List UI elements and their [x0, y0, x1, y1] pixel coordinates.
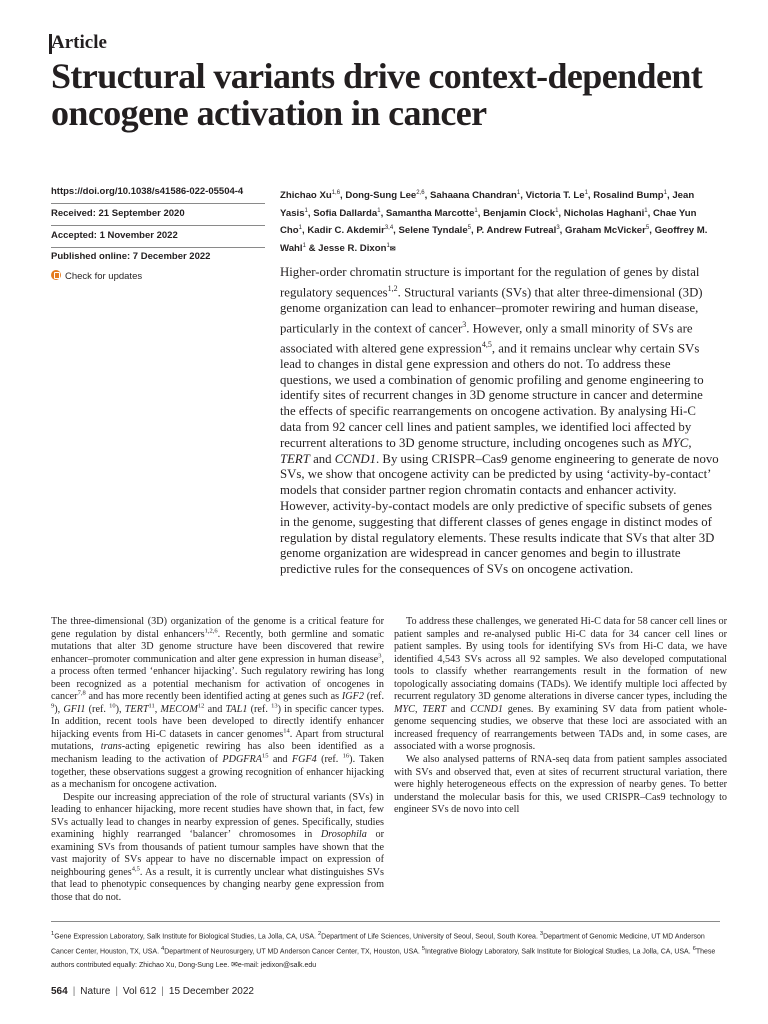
affiliations-footnote: $^1$Gene Expression Laboratory, Salk Institute for Biological Studies, La Jolla, CA, USA. $^2$Department of Life Sciences, University of Seoul, Seoul, South Korea. $^3$Department of Genomic Medicine, UT MD Anderson Cancer Center, Houston, TX, USA. $^4$Department of Neurosurgery, UT MD Anderson Cancer Center, TX, Houston, USA. $^5$Integrative Biology Laboratory, Salk Institute for Biological Studies, La Jolla, CA, USA. $^6$These authors contributed equally: Zhichao Xu, Dong-Sung Lee. ✉e-mail: jedixon@salk.edu [51, 931, 716, 969]
contact-email[interactable]: e-mail: jedixon@salk.edu [237, 961, 317, 969]
journal-name: Nature [80, 986, 111, 997]
author-affiliation: 1 [555, 207, 559, 214]
volume-label: Vol 612 [122, 986, 157, 997]
title-line-2: oncogene activation in cancer [51, 93, 487, 133]
corresponding-author-icon: ✉ [389, 245, 396, 253]
meta-divider [51, 247, 265, 248]
author-affiliation: 5 [467, 225, 471, 232]
author-affiliation: 1 [584, 190, 588, 196]
received-date: Received: 21 September 2020 [51, 208, 185, 219]
author-affiliation: 1 [663, 190, 667, 196]
check-updates-label: Check for updates [65, 271, 143, 282]
author-name[interactable]: Selene Tyndale [398, 225, 468, 237]
author-name[interactable]: Jesse R. Dixon [318, 242, 387, 254]
author-affiliation: 3,4 [384, 225, 394, 232]
author-affiliation: 2,6 [416, 190, 425, 196]
author-name[interactable]: Chae Yun Cho [280, 207, 697, 237]
author-name[interactable]: Sofia Dallarda [313, 207, 378, 219]
author-name[interactable]: P. Andrew Futreal [476, 225, 557, 237]
author-name[interactable]: Geoffrey M. Wahl [280, 225, 708, 254]
author-affiliation: 1 [474, 207, 478, 214]
check-updates-icon [51, 270, 61, 280]
author-name[interactable]: Graham McVicker [565, 225, 646, 237]
article-title [51, 58, 751, 132]
author-affiliation: 1 [516, 190, 521, 196]
author-affiliation: 1,6 [331, 190, 341, 196]
footnote-divider [51, 921, 720, 922]
issue-date: 15 December 2022 [168, 986, 254, 997]
author-name[interactable]: Samantha Marcotte [385, 207, 475, 219]
author-affiliation: 5 [645, 225, 650, 232]
author-name[interactable]: Nicholas Haghani [563, 207, 645, 219]
author-conjunction: & [305, 242, 319, 254]
author-name[interactable]: Sahaana Chandran [429, 190, 517, 202]
author-name[interactable]: Victoria T. Le [525, 190, 585, 202]
author-affiliation: 1 [302, 242, 306, 249]
body-column-right [394, 616, 727, 817]
email-icon: ✉ [231, 959, 238, 969]
author-affiliation: 1 [298, 225, 302, 232]
author-affiliation: 1 [386, 242, 390, 249]
title-line-1: Structural variants drive context-dependent [51, 56, 703, 96]
article-type-label: Article [51, 32, 107, 53]
author-name[interactable]: Kadir C. Akdemir [307, 225, 385, 237]
page-number: 564 [51, 986, 68, 997]
author-affiliation: 3 [556, 225, 560, 232]
accepted-date: Accepted: 1 November 2022 [51, 230, 178, 241]
meta-divider [51, 203, 265, 204]
body-column-left [51, 616, 384, 905]
body-paragraph-4: We also analysed patterns of RNA-seq data from patient samples associated with SVs and observed that, even at sites of recurrent structural variation, there were highly heterogeneous effects on the expression of nearby genes. To better understand the molecular basis for this, we used CRISPR–Cas9 technology to engineer SVs de novo into cell [394, 754, 727, 816]
author-name[interactable]: Zhichao Xu [280, 190, 332, 202]
author-affiliation: 1 [377, 207, 381, 214]
author-affiliation: 1 [304, 207, 308, 214]
author-name[interactable]: Jean Yasis [280, 190, 695, 219]
doi-link[interactable]: https://doi.org/10.1038/s41586-022-05504-4 [51, 186, 244, 197]
body-paragraph-1: The three-dimensional (3D) organization of the genome is a critical feature for gene regulation by distal enhancers$^{1,2,6}$. Recently, both germline and somatic mutations that alter 3D genome structure have been discovered that rewire enhancer–promoter communication and alter gene expression in human disease$^3$, a process often termed ‘enhancer hijacking’. Such regulatory rewiring has long been recognized as a potential mechanism for activation of oncogenes in cancer$^{7,8}$ and has more recently been identified acting at genes such as IGF2 (ref. $^9$), GFI1 (ref. $^{10}$), TERT$^{11}$, MECOM$^{12}$ and TAL1 (ref. $^{13}$) in specific cancer types. In addition, recent tools have been developed to directly identify enhancer hijacking events from Hi-C datasets in cancer genomes$^{14}$. Apart from structural mutations, trans-acting epigenetic rewiring has also been identified as a mechanism leading to the activation of PDGFRA$^{15}$ and FGF4 (ref. $^{16}$). Taken together, these observations suggest a growing recognition of enhancer hijacking as a mechanism for oncogene activation. [51, 616, 384, 791]
author-list: Zhichao Xu$^{1,6}$, Dong-Sung Lee$^{2,6}$, Sahaana Chandran$^1$, Victoria T. Le$^1$, Rosalind Bump$^1$, Jean Yasis$^1$, Sofia Dallarda$^1$, Samantha Marcotte$^1$, Benjamin Clock$^1$, Nicholas Haghani$^1$, Chae Yun Cho$^1$, Kadir C. Akdemir$^{3,4}$, Selene Tyndale$^5$, P. Andrew Futreal$^3$, Graham McVicker$^5$, Geoffrey M. Wahl$^1$ & Jesse R. Dixon$^1$✉ [280, 190, 708, 254]
body-paragraph-3: To address these challenges, we generated Hi-C data for 58 cancer cell lines or patient samples and re-analysed public Hi-C data for 34 cancer cell lines or patient samples. By using tools for identifying SVs from Hi-C data, we have identified 4,543 SVs across all 92 samples. We also developed computational tools to classify whether rearrangements result in the formation of new topologically associating domains (TADs). We identify multiple loci affected by recurrent regulatory 3D genome alterations in diverse cancer types, including the MYC, TERT and CCND1 genes. By examining SV data from patient whole-genome sequencing studies, we observe that these loci are associated with an increased frequency of rearrangements between TADs and, in some cases, are associated with a worse prognosis. [394, 616, 727, 753]
author-name[interactable]: Rosalind Bump [593, 190, 664, 202]
meta-divider [51, 225, 265, 226]
check-updates-button[interactable] [51, 270, 265, 282]
author-name[interactable]: Dong-Sung Lee [345, 190, 417, 202]
published-date: Published online: 7 December 2022 [51, 251, 211, 262]
body-paragraph-2: Despite our increasing appreciation of the role of structural variants (SVs) in leading to enhancer hijacking, more recent studies have shown that, in fact, few SVs actually lead to changes in nearby expression of genes. Specifically, studies examining highly rearranged ‘balancer’ chromosomes in Drosophila or examining SVs from thousands of patient tumour samples have shown that the vast majority of SVs appear to have no discernable impact on expression of neighbouring genes$^{4,5}$. As a result, it is currently unclear what distinguishes SVs that lead to phenotypic consequences by changing nearby gene expression from those that do not. [51, 791, 384, 904]
author-name[interactable]: Benjamin Clock [483, 207, 556, 219]
author-affiliation: 1 [644, 207, 648, 214]
abstract: Higher-order chromatin structure is important for the regulation of genes by distal regulatory sequences$^{1,2}$. Structural variants (SVs) that alter three-dimensional (3D) genome organization can lead to enhancer–promoter rewiring and human disease, particularly in the context of cancer$^3$. However, only a small minority of SVs are associated with altered gene expression$^{4,5}$, and it remains unclear why certain SVs lead to changes in distal gene expression and others do not. To address these questions, we used a combination of genomic profiling and genome engineering to identify sites of recurrent changes in 3D genome structure in cancer and determine the effects of specific rearrangements on oncogene activation. By analysing Hi-C data from 92 cancer cell lines and patient samples, we identified loci affected by recurrent alterations to 3D genome structure, including oncogenes such as MYC, TERT and CCND1. By using CRISPR–Cas9 genome engineering to generate de novo SVs, we show that oncogene activity can be predicted by using ‘activity-by-contact’ models that consider partner region chromatin contacts and enhancer activity. However, activity-by-contact models are only predictive of specific subsets of genes in the genome, suggesting that different classes of genes engage in distinct modes of regulation by distal regulatory elements. These results indicate that SVs that alter 3D genome organization are widespread in cancer genomes and begin to illustrate predictive rules for the consequences of SVs on oncogene activation. [280, 265, 719, 577]
page-footer: 564 | Nature | Vol 612 | 15 December 2022 [51, 986, 254, 997]
